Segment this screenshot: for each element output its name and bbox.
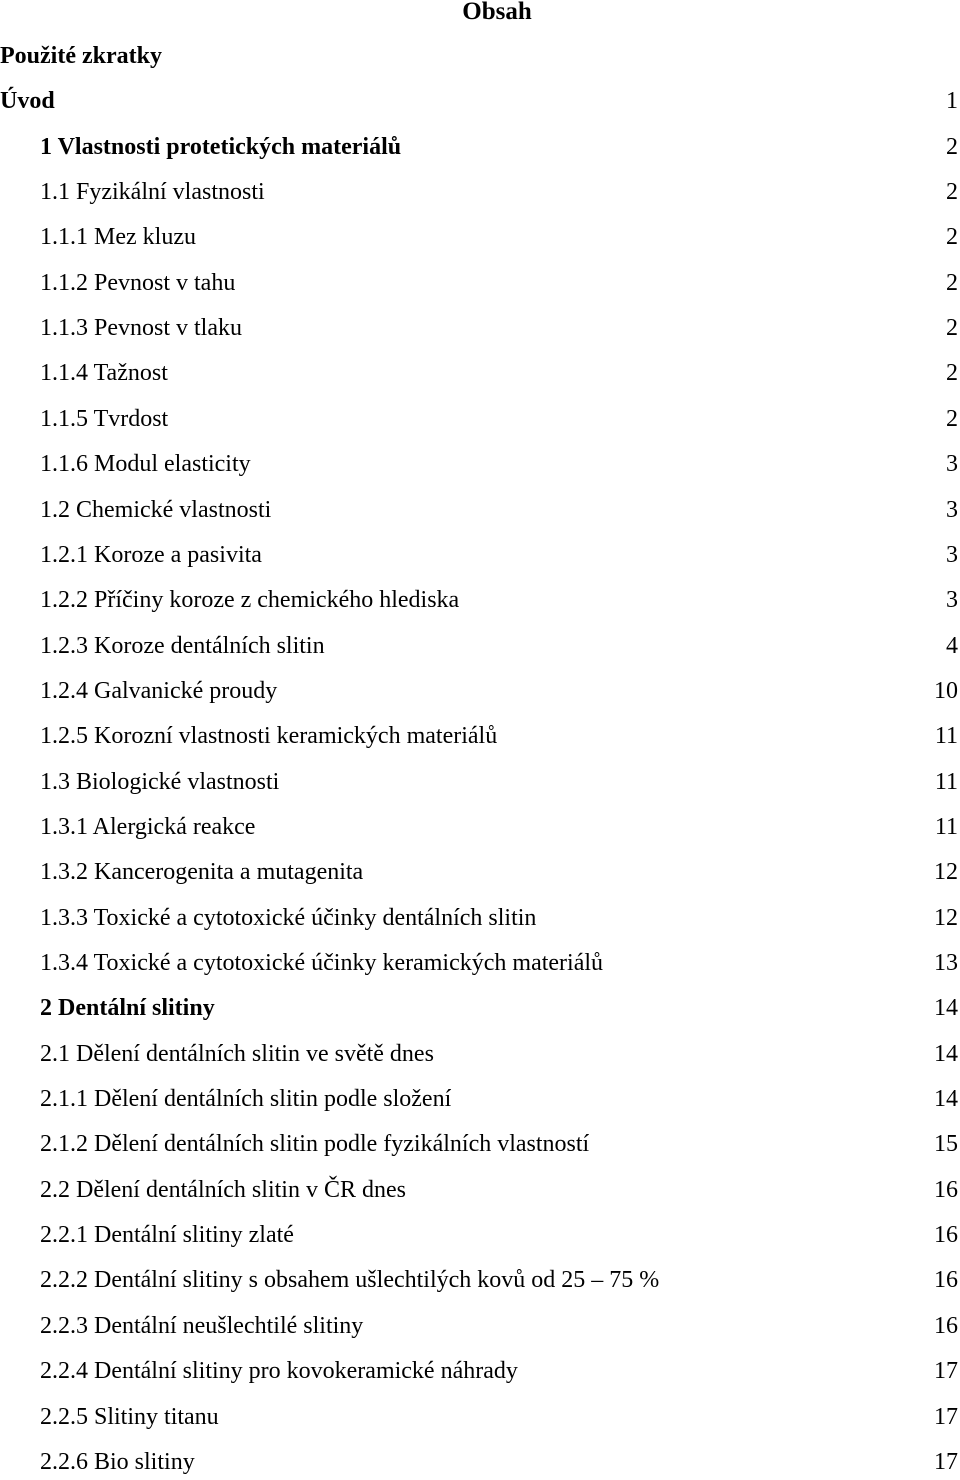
toc-entry-page-number: 15 [934,1131,958,1158]
toc-entry-page-number: 2 [946,315,958,342]
toc-entry-title: 1.1.6 Modul elasticity [40,451,251,478]
toc-entry-page-number: 3 [946,541,958,568]
page-title: Obsah [462,0,532,25]
toc-entry-page-number: 2 [946,133,958,160]
toc-entry[interactable] [0,990,958,1026]
toc-entry-title: 1.1.1 Mez kluzu [40,224,196,251]
toc-entry-page-number: 11 [934,723,958,750]
toc-entry-title: 2.1.2 Dělení dentálních slitin podle fyzikálních vlastností [40,1131,590,1158]
toc-entry-title: 2.1 Dělení dentálních slitin ve světě dnes [40,1040,434,1067]
toc-entry-page-number: 16 [934,1312,958,1339]
toc-entry[interactable] [0,673,958,709]
toc-entry[interactable] [0,492,958,528]
toc-entry[interactable] [0,900,958,936]
toc-entry-title: 2.1.1 Dělení dentálních slitin podle složení [40,1086,452,1113]
toc-entry-page-number: 11 [934,813,958,840]
toc-entry-title: 1.2.1 Koroze a pasivita [40,541,262,568]
toc-entry[interactable] [0,718,958,754]
toc-entry-title: 1.1 Fyzikální vlastnosti [40,179,265,206]
toc-entry-page-number: 16 [934,1222,958,1249]
toc-entry-page-number: 3 [946,451,958,478]
toc-entry-title: Úvod [0,88,55,115]
toc-entry[interactable] [0,537,958,573]
toc-entry-title: 1.1.3 Pevnost v tlaku [40,315,242,342]
toc-entry[interactable] [0,83,958,119]
toc-entry[interactable] [0,854,958,890]
toc-entry-title: 2 Dentální slitiny [40,995,215,1022]
toc-entry-title: 1.1.2 Pevnost v tahu [40,269,236,296]
toc-entry-page-number: 3 [946,587,958,614]
toc-entry-title: 1.2 Chemické vlastnosti [40,496,272,523]
toc-entry[interactable] [0,129,958,165]
toc-entry-title: 1.3.4 Toxické a cytotoxické účinky keramických materiálů [40,950,604,976]
toc-entry[interactable] [0,628,958,664]
toc-entry[interactable] [0,1036,958,1072]
toc-entry-page-number: 12 [934,859,958,886]
toc-entry-page-number: 11 [934,768,958,795]
toc-entry-page-number: 2 [946,179,958,206]
toc-entry[interactable] [0,174,958,210]
toc-entry-page-number: 13 [934,950,958,976]
toc-entry-title: 2.2.5 Slitiny titanu [40,1403,219,1430]
toc-entry-title: 1.3.1 Alergická reakce [40,813,256,840]
toc-entry-page-number: 10 [934,677,958,704]
toc-entry[interactable] [0,1126,958,1162]
toc-entry-page-number: 2 [946,224,958,251]
toc-entry[interactable] [0,355,958,391]
toc-entry-title: 2.2.1 Dentální slitiny zlaté [40,1222,294,1249]
toc-entry-page-number: 12 [934,904,958,931]
toc-entry-page-number: 4 [946,632,958,659]
toc-entry-title: 2.2.4 Dentální slitiny pro kovokeramické náhrady [40,1358,518,1385]
toc-entry-title: 2.2 Dělení dentálních slitin v ČR dnes [40,1176,406,1203]
toc-entry-page-number: 16 [934,1267,958,1294]
toc-entry-title: 1.2.3 Koroze dentálních slitin [40,632,325,659]
toc-entry[interactable] [0,1262,958,1298]
toc-entry[interactable] [0,1308,958,1344]
toc-entry-title: 1.2.5 Korozní vlastnosti keramických materiálů [40,723,498,750]
toc-entry[interactable] [0,219,958,255]
toc-entry[interactable] [0,582,958,618]
toc-entry[interactable] [0,809,958,845]
toc-entry[interactable] [0,945,958,981]
toc-entry-title: 2.2.3 Dentální neušlechtilé slitiny [40,1312,364,1339]
toc-entry-page-number: 17 [934,1358,958,1385]
toc-entry-page-number: 14 [934,1040,958,1067]
toc-entry[interactable] [0,1081,958,1117]
toc-entry-page-number: 2 [946,405,958,432]
toc-entry-page-number: 16 [934,1176,958,1203]
toc-entry-title: 1.1.4 Tažnost [40,360,168,387]
toc-entry-title: 1.3.2 Kancerogenita a mutagenita [40,859,364,886]
toc-entry-page-number: 3 [946,496,958,523]
toc-entry-title: Použité zkratky [0,43,162,69]
toc-entry[interactable] [0,1217,958,1253]
toc-entry[interactable] [0,310,958,346]
toc-entry-title: 2.2.6 Bio slitiny [40,1448,195,1475]
toc-entry-page-number: 17 [934,1403,958,1430]
toc-entry[interactable] [0,401,958,437]
toc-entry-title: 1.2.2 Příčiny koroze z chemického hlediska [40,587,460,614]
toc-entry-title: 2.2.2 Dentální slitiny s obsahem ušlechtilých kovů od 25 – 75 % [40,1267,660,1294]
toc-entry[interactable] [0,1444,958,1480]
toc-entry-title: 1.3.3 Toxické a cytotoxické účinky dentálních slitin [40,904,537,931]
toc-entry[interactable] [0,265,958,301]
toc-entry-page-number: 2 [946,269,958,296]
toc-entry[interactable] [0,764,958,800]
toc-entry[interactable] [0,38,958,74]
toc-entry-title: 1.3 Biologické vlastnosti [40,768,280,795]
toc-entry-page-number: 2 [946,360,958,387]
toc-entry-title: 1.1.5 Tvrdost [40,405,169,432]
toc-entry-page-number: 17 [934,1448,958,1475]
toc-entry-title: 1.2.4 Galvanické proudy [40,677,278,704]
toc-entry[interactable] [0,446,958,482]
toc-entry-page-number: 14 [934,995,958,1022]
toc-entry-page-number: 1 [946,88,958,115]
toc-entry[interactable] [0,1353,958,1389]
toc-entry[interactable] [0,1172,958,1208]
toc-entry-title: 1 Vlastnosti protetických materiálů [40,133,402,160]
toc-entry-page-number: 14 [934,1086,958,1113]
toc-entry[interactable] [0,1399,958,1435]
